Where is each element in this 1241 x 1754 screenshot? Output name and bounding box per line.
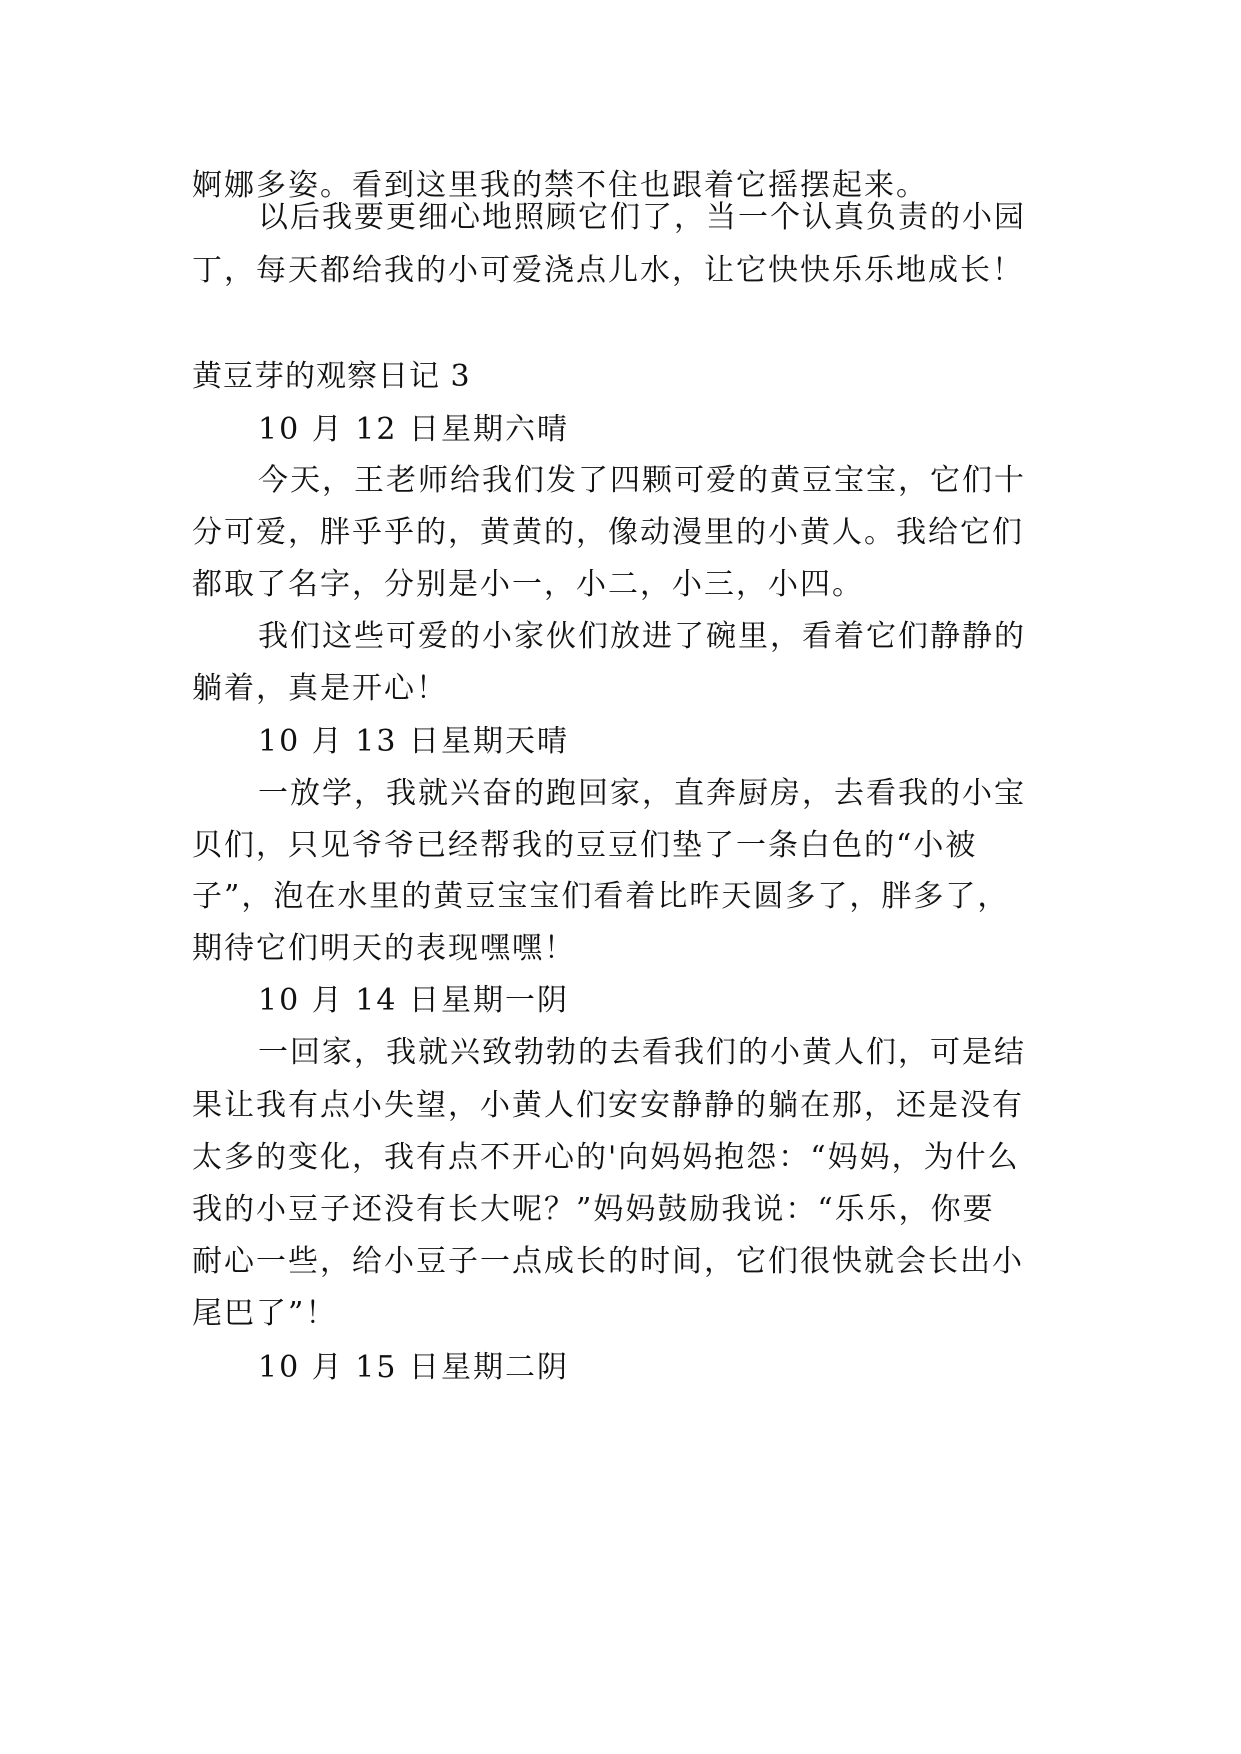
paragraph-line: 婀娜多姿。看到这里我的禁不住也跟着它摇摆起来。: [192, 168, 928, 203]
paragraph-line: 贝们，只见爷爷已经帮我的豆豆们垫了一条白色的“小被: [192, 828, 978, 863]
paragraph-line: 我们这些可爱的小家伙们放进了碗里，看着它们静静的: [258, 619, 1026, 654]
paragraph-line: 躺着，真是开心！: [192, 671, 448, 706]
paragraph-line: 太多的变化，我有点不开心的'向妈妈抱怨：“妈妈，为什么: [192, 1140, 1020, 1175]
paragraph-line: 果让我有点小失望，小黄人们安安静静的躺在那，还是没有: [192, 1088, 1024, 1123]
diary-date: 10 月 12 日星期六晴: [258, 412, 569, 447]
paragraph-line: 以后我要更细心地照顾它们了，当一个认真负责的小园: [258, 200, 1026, 235]
paragraph-line: 耐心一些，给小豆子一点成长的时间，它们很快就会长出小: [192, 1244, 1024, 1279]
paragraph-line: 尾巴了”！: [192, 1296, 338, 1331]
paragraph-line: 一回家，我就兴致勃勃的去看我们的小黄人们，可是结: [258, 1035, 1026, 1070]
paragraph-line: 子”，泡在水里的黄豆宝宝们看着比昨天圆多了，胖多了，: [192, 879, 1010, 914]
paragraph-line: 分可爱，胖乎乎的，黄黄的，像动漫里的小黄人。我给它们: [192, 515, 1024, 550]
paragraph-line: 今天，王老师给我们发了四颗可爱的黄豆宝宝，它们十: [258, 463, 1026, 498]
diary-date: 10 月 14 日星期一阴: [258, 983, 569, 1018]
section-title: 黄豆芽的观察日记 3: [192, 359, 471, 394]
diary-date: 10 月 13 日星期天晴: [258, 724, 569, 759]
paragraph-line: 丁，每天都给我的小可爱浇点儿水，让它快快乐乐地成长！: [192, 253, 1024, 288]
paragraph-line: 都取了名字，分别是小一，小二，小三，小四。: [192, 567, 864, 602]
diary-date: 10 月 15 日星期二阴: [258, 1350, 569, 1385]
paragraph-line: 期待它们明天的表现嘿嘿！: [192, 931, 576, 966]
paragraph-line: 一放学，我就兴奋的跑回家，直奔厨房，去看我的小宝: [258, 776, 1026, 811]
paragraph-line: 我的小豆子还没有长大呢？”妈妈鼓励我说：“乐乐，你要: [192, 1192, 995, 1227]
